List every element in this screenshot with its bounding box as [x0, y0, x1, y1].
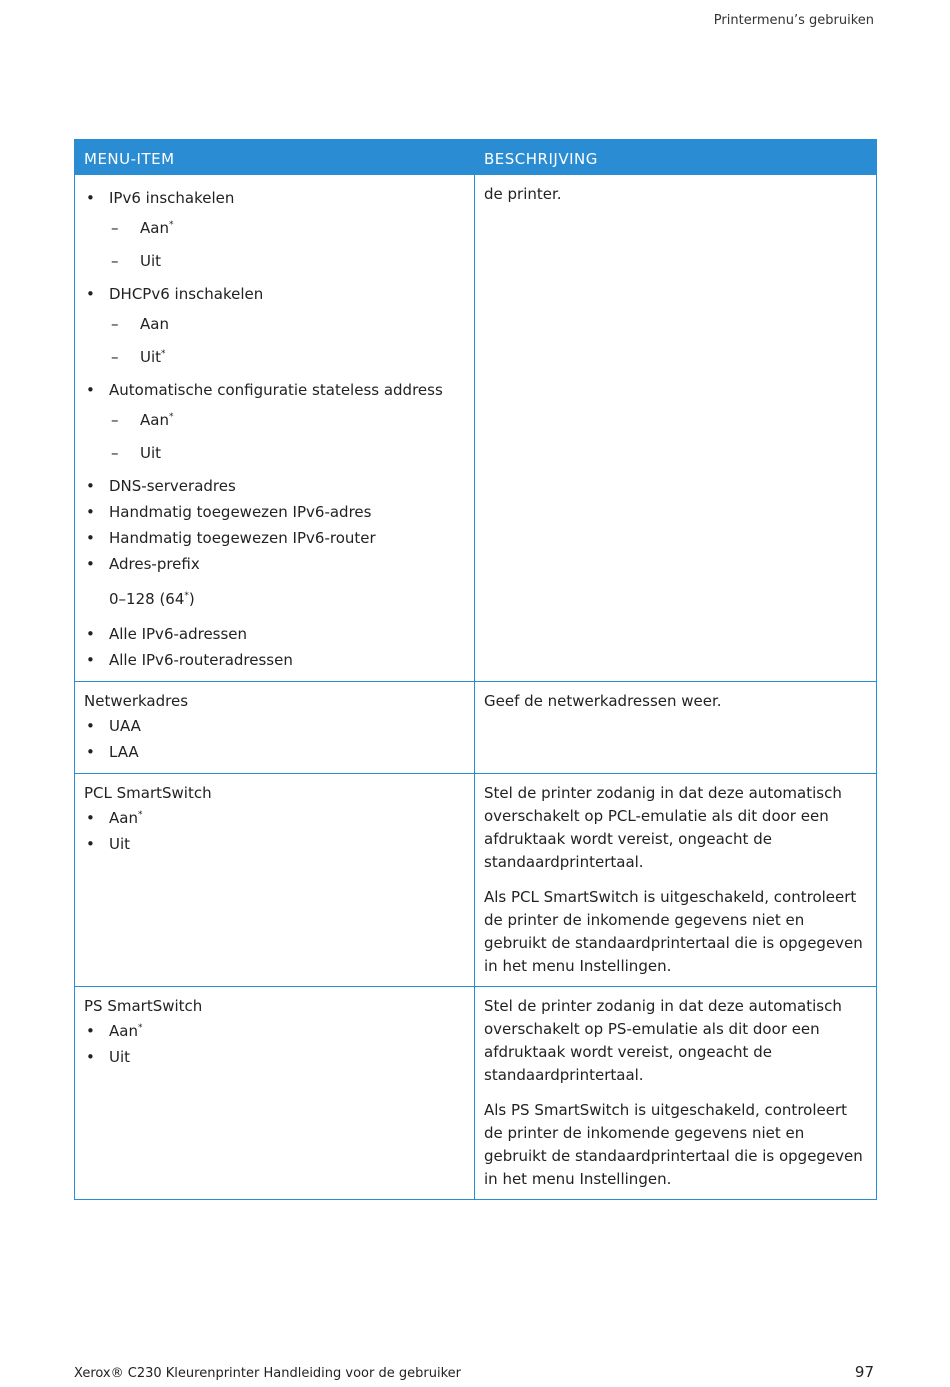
ipv6-enable-label: IPv6 inschakelen — [109, 189, 235, 207]
list-item: • Aan* — [84, 1018, 465, 1044]
option-item: – Uit — [109, 248, 465, 274]
option-list — [109, 215, 465, 274]
list-item: • Alle IPv6-routeradressen — [84, 647, 465, 673]
description-text: Stel de printer zodanig in dat deze automatisch overschakelt op PS-emulatie als dit door een afdruktaak wordt vereist, ongeacht de standaardprintertaal. — [484, 997, 842, 1084]
option-item: – Uit — [109, 440, 465, 466]
list-item — [84, 281, 465, 370]
option-list — [84, 1018, 465, 1070]
menu-item-cell — [75, 987, 475, 1200]
table-row — [75, 987, 877, 1200]
table-row — [75, 774, 877, 987]
page-number: 97 — [854, 1363, 874, 1381]
menu-item-title: PCL SmartSwitch — [84, 784, 212, 802]
menu-table — [74, 139, 877, 1200]
menu-item-cell — [75, 774, 475, 987]
description-text: Als PCL SmartSwitch is uitgeschakeld, controleert de printer de inkomende gegevens niet en gebruikt de standaardprintertaal die is opgegeven in het menu Instellingen. — [484, 888, 863, 975]
ipv6-settings-list — [84, 185, 465, 577]
table-row — [75, 175, 877, 682]
default-marker: * — [168, 220, 174, 230]
list-item — [84, 377, 465, 466]
list-item: • Alle IPv6-adressen — [84, 621, 465, 647]
default-marker: * — [161, 349, 166, 359]
description-text: Als PS SmartSwitch is uitgeschakeld, controleert de printer de inkomende gegevens niet en gebruikt de standaardprintertaal die is opgegeven in het menu Instellingen. — [484, 1101, 863, 1188]
menu-item-cell — [75, 682, 475, 774]
description-cell — [475, 774, 877, 987]
list-item: • Handmatig toegewezen IPv6-adres — [84, 499, 465, 525]
ipv6-address-list — [84, 621, 465, 673]
list-item — [84, 185, 465, 274]
table-row — [75, 682, 877, 774]
option-list — [84, 713, 465, 765]
menu-item-title: PS SmartSwitch — [84, 997, 203, 1015]
option-list — [84, 805, 465, 857]
autoconf-label: Automatische configuratie stateless address — [109, 381, 443, 399]
description-text: Stel de printer zodanig in dat deze automatisch overschakelt op PCL-emulatie als dit door een afdruktaak wordt vereist, ongeacht de standaardprintertaal. — [484, 784, 842, 871]
option-item: – Uit* — [109, 344, 465, 370]
table-header-row — [75, 140, 877, 175]
option-item: – Aan — [109, 311, 465, 337]
option-list — [109, 311, 465, 370]
menu-item-cell — [75, 175, 475, 682]
prefix-label: Adres-prefix — [109, 555, 200, 573]
footer-document-title: Xerox® C230 Kleurenprinter Handleiding voor de gebruiker — [74, 1366, 461, 1381]
list-item: • Uit — [84, 831, 465, 857]
option-item: – Aan* — [109, 215, 465, 241]
column-header-description: BESCHRIJVING — [475, 140, 877, 175]
default-marker: * — [184, 591, 189, 601]
description-cell — [475, 682, 877, 774]
description-cell — [475, 175, 877, 682]
list-item: • DNS-serveradres — [84, 473, 465, 499]
list-item: • Uit — [84, 1044, 465, 1070]
menu-item-title: Netwerkadres — [84, 692, 189, 710]
prefix-range: 0–128 (64*) — [109, 590, 195, 608]
default-marker: * — [137, 810, 143, 820]
running-header: Printermenu’s gebruiken — [713, 13, 874, 28]
description-text: de printer. — [484, 185, 562, 203]
list-item: • Handmatig toegewezen IPv6-router — [84, 525, 465, 551]
list-item — [84, 551, 465, 577]
default-marker: * — [168, 412, 174, 422]
list-item: • LAA — [84, 739, 465, 765]
description-cell — [475, 987, 877, 1200]
list-item: • UAA — [84, 713, 465, 739]
dhcpv6-enable-label: DHCPv6 inschakelen — [109, 285, 264, 303]
option-list — [109, 407, 465, 466]
description-text: Geef de netwerkadressen weer. — [484, 692, 722, 710]
list-item: • Aan* — [84, 805, 465, 831]
option-item: – Aan* — [109, 407, 465, 433]
default-marker: * — [137, 1023, 143, 1033]
column-header-menu-item: MENU-ITEM — [75, 140, 475, 175]
